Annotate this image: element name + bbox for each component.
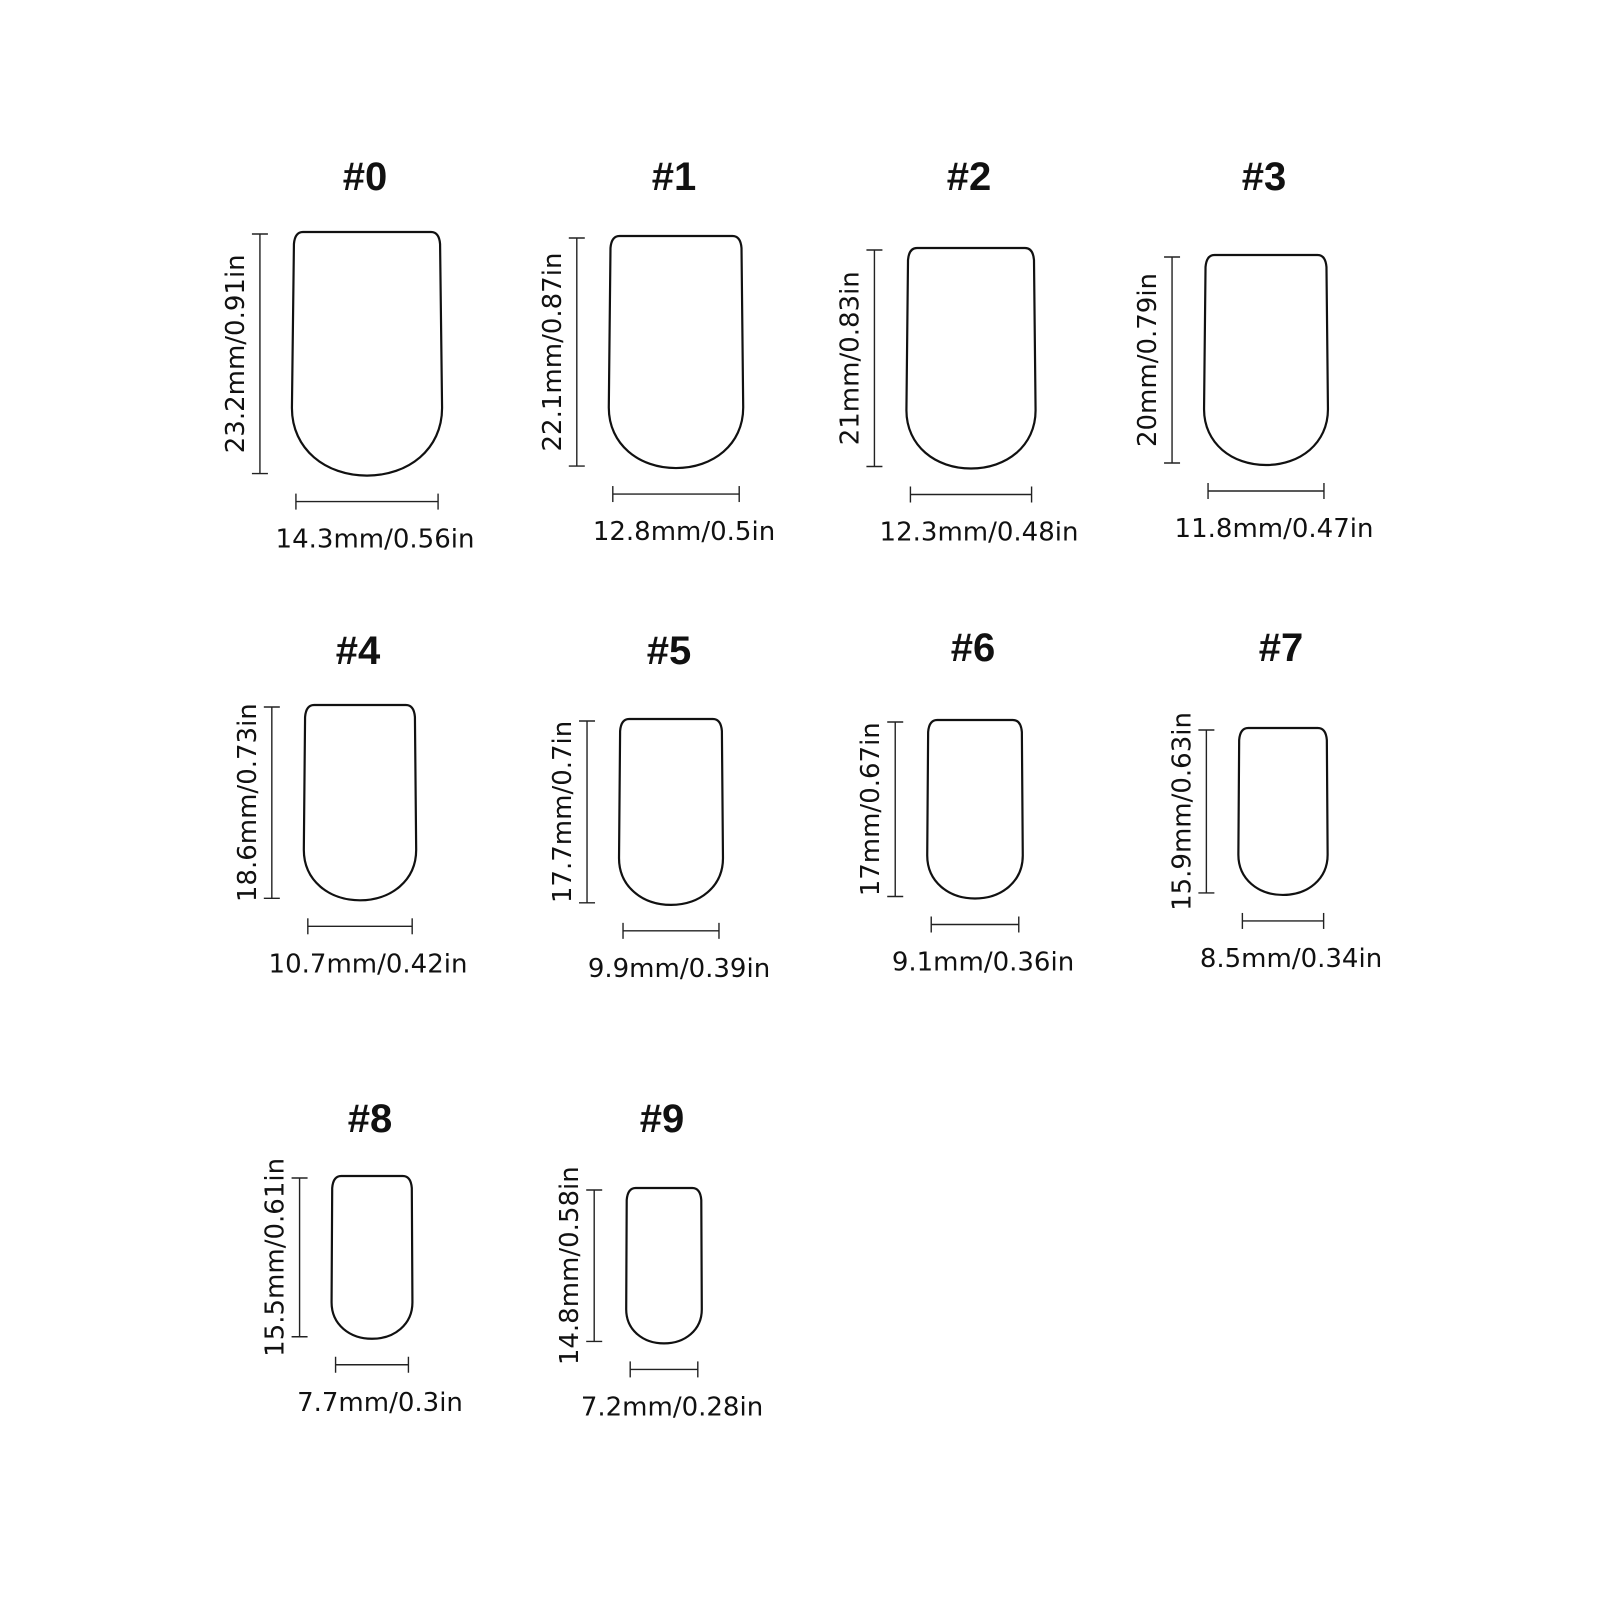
nail-outline (927, 720, 1023, 899)
width-value: 10.7mm/0.42in (268, 949, 468, 980)
nail-outline (304, 705, 416, 900)
nail-size-group-0 (221, 155, 475, 555)
width-value: 9.9mm/0.39in (587, 953, 771, 984)
width-value: 12.3mm/0.48in (879, 517, 1079, 548)
height-value: 20mm/0.79in (1133, 272, 1164, 448)
width-value: 14.3mm/0.56in (275, 524, 475, 555)
size-label: #8 (347, 1097, 393, 1141)
nail-size-group-7 (1167, 626, 1382, 974)
size-label: #0 (342, 155, 388, 199)
nail-outline (906, 248, 1035, 469)
height-value: 23.2mm/0.91in (220, 254, 251, 454)
width-value: 11.8mm/0.47in (1174, 514, 1374, 544)
size-label: #4 (335, 629, 381, 673)
height-value: 22.1mm/0.87in (537, 252, 568, 452)
size-label: #7 (1258, 626, 1304, 670)
height-value: 14.8mm/0.58in (555, 1166, 586, 1366)
size-label: #2 (946, 155, 992, 199)
nail-size-group-6 (856, 626, 1074, 978)
height-value: 17mm/0.67in (856, 722, 887, 897)
nail-outline (609, 236, 743, 468)
width-value: 8.5mm/0.34in (1199, 943, 1383, 974)
nail-size-group-9 (555, 1097, 763, 1422)
nail-size-group-4 (233, 629, 468, 979)
nail-outline (292, 232, 442, 476)
size-label: #3 (1241, 155, 1287, 199)
width-value: 7.7mm/0.3in (297, 1387, 463, 1418)
nail-outline (619, 719, 723, 905)
height-value: 18.6mm/0.73in (232, 703, 263, 903)
height-value: 15.5mm/0.61in (260, 1157, 291, 1357)
width-value: 12.8mm/0.5in (592, 517, 776, 548)
nail-outline (332, 1176, 413, 1339)
nail-size-group-8 (261, 1097, 463, 1418)
height-value: 21mm/0.83in (835, 271, 866, 446)
size-label: #5 (646, 629, 692, 673)
height-value: 17.7mm/0.7in (548, 720, 579, 904)
nail-outline (1238, 728, 1327, 895)
width-value: 9.1mm/0.36in (891, 947, 1075, 978)
size-label: #9 (639, 1097, 685, 1141)
size-label: #6 (950, 626, 996, 670)
nail-size-group-1 (538, 155, 775, 547)
nail-size-group-5 (548, 629, 770, 984)
width-value: 7.2mm/0.28in (580, 1392, 764, 1423)
nail-size-group-2 (835, 155, 1078, 548)
nail-size-group-3 (1133, 155, 1373, 544)
nail-outline (1204, 255, 1328, 465)
height-value: 15.9mm/0.63in (1167, 712, 1198, 911)
nail-outline (626, 1188, 702, 1343)
size-label: #1 (651, 155, 697, 199)
